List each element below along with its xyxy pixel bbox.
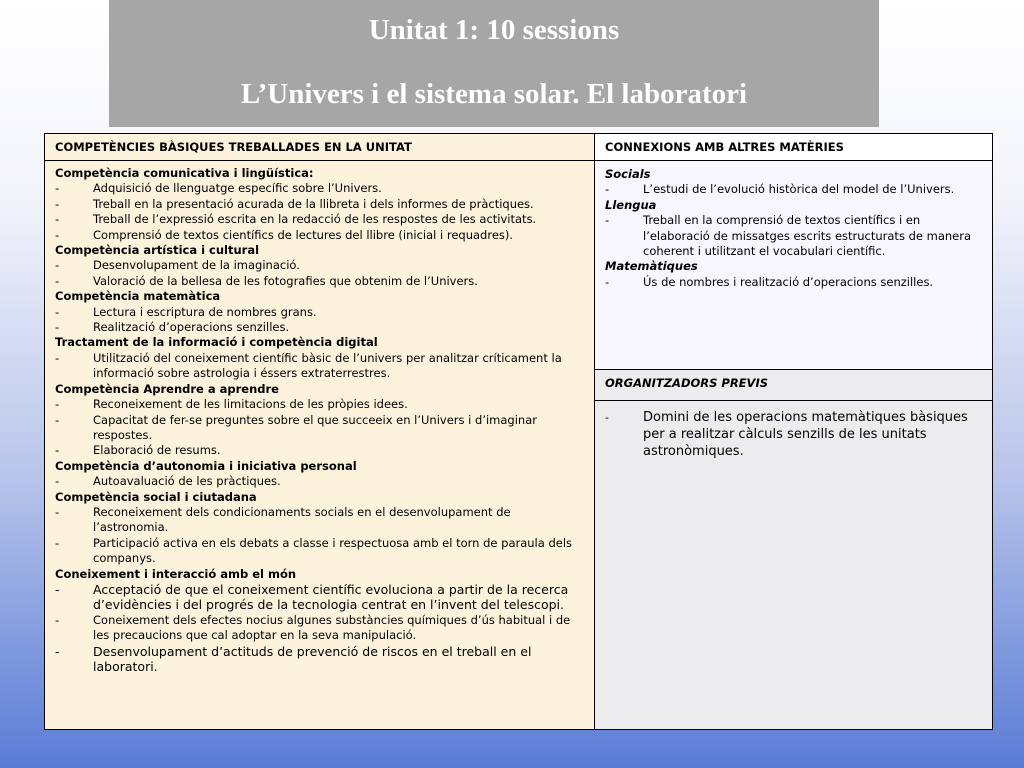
competency-title: Coneixement i interacció amb el món <box>55 566 297 581</box>
organizers-header <box>595 369 992 401</box>
bullet-dash: - <box>605 182 610 197</box>
bullet-dash: - <box>55 504 60 519</box>
bullet-dash: - <box>605 274 610 289</box>
organizers-list <box>595 401 992 729</box>
competency-item-text: Reconeixement dels condicionaments socials en el desenvolupament de l’astronomia. <box>93 504 511 535</box>
bullet-dash: - <box>55 412 60 427</box>
competency-item-text: Coneixement dels efectes nocius algunes substàncies químiques d’ús habitual i de les precaucions que cal adoptar en la seva manipulació. <box>93 612 571 643</box>
bullet-dash: - <box>55 181 60 196</box>
competency-item <box>55 536 584 567</box>
connections-list <box>595 161 992 369</box>
bullet-dash: - <box>55 581 60 597</box>
bullet-dash: - <box>55 227 60 242</box>
connection-item <box>605 213 982 259</box>
bullet-dash: - <box>55 474 60 489</box>
competency-item <box>55 582 584 613</box>
competency-item-text: Desenvolupament d’actituds de prevenció de riscos en el treball en el laboratori. <box>93 643 532 674</box>
title-box <box>109 0 879 127</box>
connections-header <box>595 134 992 161</box>
connection-item-text: Ús de nombres i realització d’operacions senzilles. <box>643 274 934 289</box>
competency-title: Tractament de la informació i competència digital <box>55 335 378 350</box>
competency-item-text: Treball de l’expressió escrita en la redacció de les respostes de les activitats. <box>93 212 537 227</box>
competency-item <box>55 212 584 227</box>
competency-item-text: Adquisició de llenguatge específic sobre l’Univers. <box>93 181 382 196</box>
competency-item-text: Participació activa en els debats a classe i respectuosa amb el torn de paraula dels companys. <box>93 535 573 566</box>
bullet-dash: - <box>55 258 60 273</box>
bullet-dash: - <box>55 212 60 227</box>
competency-item-text: Utilització del coneixement científic bàsic de l’univers per analitzar críticament la informació sobre astrologia i éssers extraterrestres. <box>93 350 562 381</box>
title-line-1: Unitat 1: 10 sessions <box>368 14 620 46</box>
subject-title: Llengua <box>605 197 657 212</box>
competency-item <box>55 258 584 273</box>
bullet-dash: - <box>55 643 60 659</box>
competency-title: Competència Aprendre a aprendre <box>55 381 279 396</box>
competency-item-text: Reconeixement de les limitacions de les pròpies idees. <box>93 397 408 412</box>
competency-item <box>55 181 584 196</box>
competency-item <box>55 197 584 212</box>
bullet-dash: - <box>55 196 60 211</box>
connection-item-text: Treball en la comprensió de textos científics i en l’elaboració de missatges escrits estructurats de manera coherent i utilitzant el vocabulari científic. <box>643 213 972 259</box>
competency-item <box>55 644 584 675</box>
competency-item-text: Capacitat de fer-se preguntes sobre el que succeeix en l’Univers i d’imaginar respostes. <box>93 412 537 442</box>
subject-title: Socials <box>605 167 651 181</box>
competency-item-text: Autoavaluació de les pràctiques. <box>93 474 281 489</box>
connection-item <box>605 182 982 197</box>
competency-item-text: Comprensió de textos científics de lectures del llibre (inicial i requadres). <box>93 227 514 242</box>
competency-item-text: Realització d’operacions senzilles. <box>93 320 290 335</box>
bullet-dash: - <box>55 443 60 458</box>
competency-item-text: Lectura i escriptura de nombres grans. <box>93 304 317 319</box>
competencies-header <box>45 134 594 161</box>
competency-item <box>55 443 584 458</box>
competency-item-text: Valoració de la bellesa de les fotografies que obtenim de l’Univers. <box>93 273 478 288</box>
bullet-dash: - <box>605 411 609 424</box>
competency-item <box>55 274 584 289</box>
bullet-dash: - <box>55 304 60 319</box>
bullet-dash: - <box>55 320 60 335</box>
competency-item <box>55 351 584 382</box>
subject-title: Matemàtiques <box>605 259 698 274</box>
organizers-header-label: ORGANITZADORS PREVIS <box>605 376 769 390</box>
competency-title: Competència matemàtica <box>55 289 221 304</box>
organizer-item <box>605 409 982 460</box>
bullet-dash: - <box>55 273 60 288</box>
competency-title: Competència comunicativa i lingüística: <box>55 166 314 180</box>
bullet-dash: - <box>55 612 60 627</box>
bullet-dash: - <box>55 397 60 412</box>
competencies-list <box>45 161 594 729</box>
competency-item <box>55 613 584 644</box>
connection-item <box>605 275 982 290</box>
content-table <box>44 133 993 730</box>
competencies-header-label: COMPETÈNCIES BÀSIQUES TREBALLADES EN LA UNITAT <box>55 140 412 154</box>
competency-item <box>55 413 584 444</box>
bullet-dash: - <box>55 350 60 365</box>
competency-title: Competència artística i cultural <box>55 243 260 258</box>
competency-item-text: Elaboració de resums. <box>93 443 221 458</box>
competency-item <box>55 305 584 320</box>
bullet-dash: - <box>605 213 610 228</box>
organizer-item-text: Domini de les operacions matemàtiques bàsiques per a realitzar càlculs senzills de les unitats astronòmiques. <box>643 410 968 459</box>
competency-title: Competència d’autonomia i iniciativa personal <box>55 458 357 473</box>
competency-item <box>55 228 584 243</box>
connection-item-text: L’estudi de l’evolució històrica del model de l’Univers. <box>643 182 955 197</box>
connections-header-label: CONNEXIONS AMB ALTRES MATÈRIES <box>605 140 844 154</box>
title-line-2: L’Univers i el sistema solar. El laboratori <box>240 78 748 110</box>
competency-item <box>55 397 584 412</box>
competency-item <box>55 320 584 335</box>
competency-item-text: Acceptació de que el coneixement científic evoluciona a partir de la recerca d’evidències i del progrés de la tecnologia centrat en l’invent del telescopi. <box>93 581 569 613</box>
competency-item <box>55 474 584 489</box>
competency-item-text: Treball en la presentació acurada de la llibreta i dels informes de pràctiques. <box>93 196 534 211</box>
bullet-dash: - <box>55 535 60 550</box>
competency-item <box>55 505 584 536</box>
competency-title: Competència social i ciutadana <box>55 489 257 504</box>
competency-item-text: Desenvolupament de la imaginació. <box>93 258 300 273</box>
